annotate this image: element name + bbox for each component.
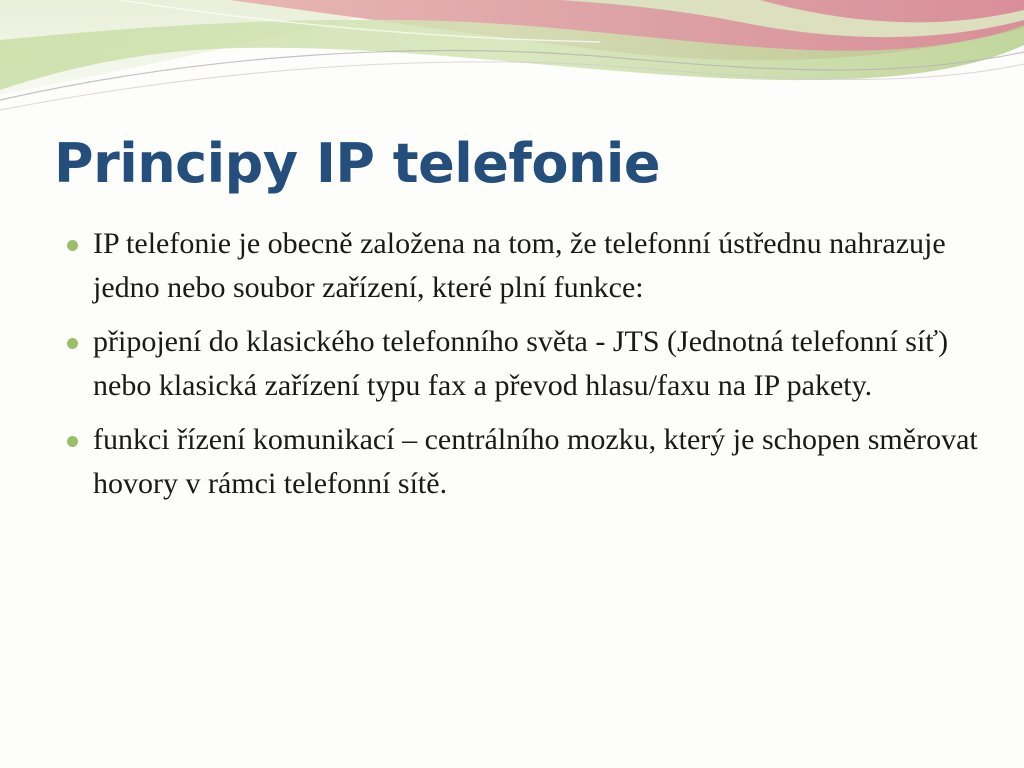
bullet-text: připojení do klasického telefonního světa - JTS (Jednotná telefonní síť) nebo klasická zařízení typu fax a převod hlasu/faxu na IP pakety. — [93, 325, 949, 402]
bullet-text: IP telefonie je obecně založena na tom, že telefonní ústřednu nahrazuje jedno nebo soubor zařízení, které plní funkce: — [93, 227, 946, 304]
bullet-list — [60, 222, 980, 516]
bullet-item — [60, 222, 980, 310]
bullet-text: funkci řízení komunikací – centrálního mozku, který je schopen směrovat hovory v rámci telefonní sítě. — [93, 423, 978, 500]
slide-title: Principy IP telefonie — [54, 132, 661, 195]
header-swoosh-decoration — [0, 0, 1024, 130]
bullet-dot-icon — [67, 338, 78, 349]
bullet-item — [60, 418, 980, 506]
bullet-dot-icon — [67, 240, 78, 251]
bullet-dot-icon — [67, 436, 78, 447]
bullet-item — [60, 320, 980, 408]
